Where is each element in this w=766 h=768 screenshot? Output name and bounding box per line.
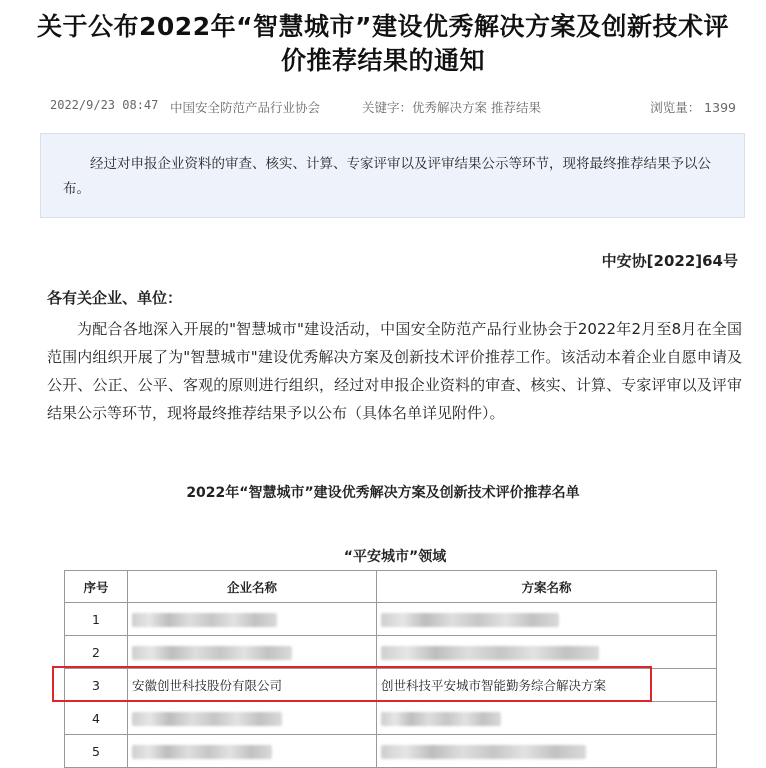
company-cell-blurred	[128, 702, 377, 735]
table-row	[65, 702, 717, 735]
redacted-text	[381, 646, 599, 660]
redacted-text	[381, 613, 559, 627]
article-title-line2: 价推荐结果的通知	[280, 46, 485, 75]
view-count: 浏览量： 1399	[650, 100, 736, 115]
salutation: 各有关企业、单位：	[47, 289, 183, 307]
row-number: 3	[65, 669, 128, 702]
row-number: 5	[65, 735, 128, 768]
redacted-text	[132, 613, 277, 627]
solution-name: 创世科技平安城市智能勤务综合解决方案	[377, 669, 717, 702]
article-body: 为配合各地深入开展的"智慧城市"建设活动，中国安全防范产品行业协会于2022年2月至8月在全国范围内组织开展了为"智慧城市"建设优秀解决方案及创新技术评价推荐工作。该活动本着企业自愿申请及公开、公正、公平、客观的原则进行组织，经过对申报企业资料的审查、核实、计算、专家评审以及评审结果公示等环节，现将最终推荐结果予以公布（具体名单详见附件）。	[47, 320, 742, 422]
field-title: “平安城市”领域	[343, 549, 447, 565]
publish-date: 2022/9/23 08:47	[50, 98, 159, 112]
table-header-row	[65, 571, 717, 603]
header-company: 企业名称	[128, 571, 377, 603]
row-number: 4	[65, 702, 128, 735]
solution-cell-blurred	[377, 735, 717, 768]
redacted-text	[132, 745, 272, 759]
table-row	[65, 603, 717, 636]
company-cell-blurred	[128, 603, 377, 636]
article-meta	[50, 98, 736, 118]
redacted-text	[132, 646, 292, 660]
redacted-text	[381, 745, 586, 759]
highlight-box	[52, 666, 652, 702]
header-solution: 方案名称	[377, 571, 717, 603]
article-summary: 经过对申报企业资料的审查、核实、计算、专家评审以及评审结果公示等环节，现将最终推荐结果予以公布。	[40, 133, 745, 218]
table-row	[65, 636, 717, 669]
keywords: 关键字：优秀解决方案 推荐结果	[362, 100, 541, 115]
header-no: 序号	[65, 571, 128, 603]
redacted-text	[381, 712, 501, 726]
table-row	[65, 735, 717, 768]
article-title-line1: 关于公布2022年“智慧城市”建设优秀解决方案及创新技术评	[37, 12, 729, 41]
row-number: 2	[65, 636, 128, 669]
company-cell-blurred	[128, 636, 377, 669]
solution-cell-blurred	[377, 603, 717, 636]
source-link[interactable]: 中国安全防范产品行业协会	[170, 100, 321, 115]
document-number: 中安协[2022]64号	[601, 252, 738, 270]
article-title	[0, 10, 766, 78]
solution-cell-blurred	[377, 702, 717, 735]
solution-cell-blurred	[377, 636, 717, 669]
redacted-text	[132, 712, 282, 726]
company-cell-blurred	[128, 735, 377, 768]
company-name: 安徽创世科技股份有限公司	[128, 669, 377, 702]
row-number: 1	[65, 603, 128, 636]
list-title: 2022年“智慧城市”建设优秀解决方案及创新技术评价推荐名单	[186, 485, 580, 501]
